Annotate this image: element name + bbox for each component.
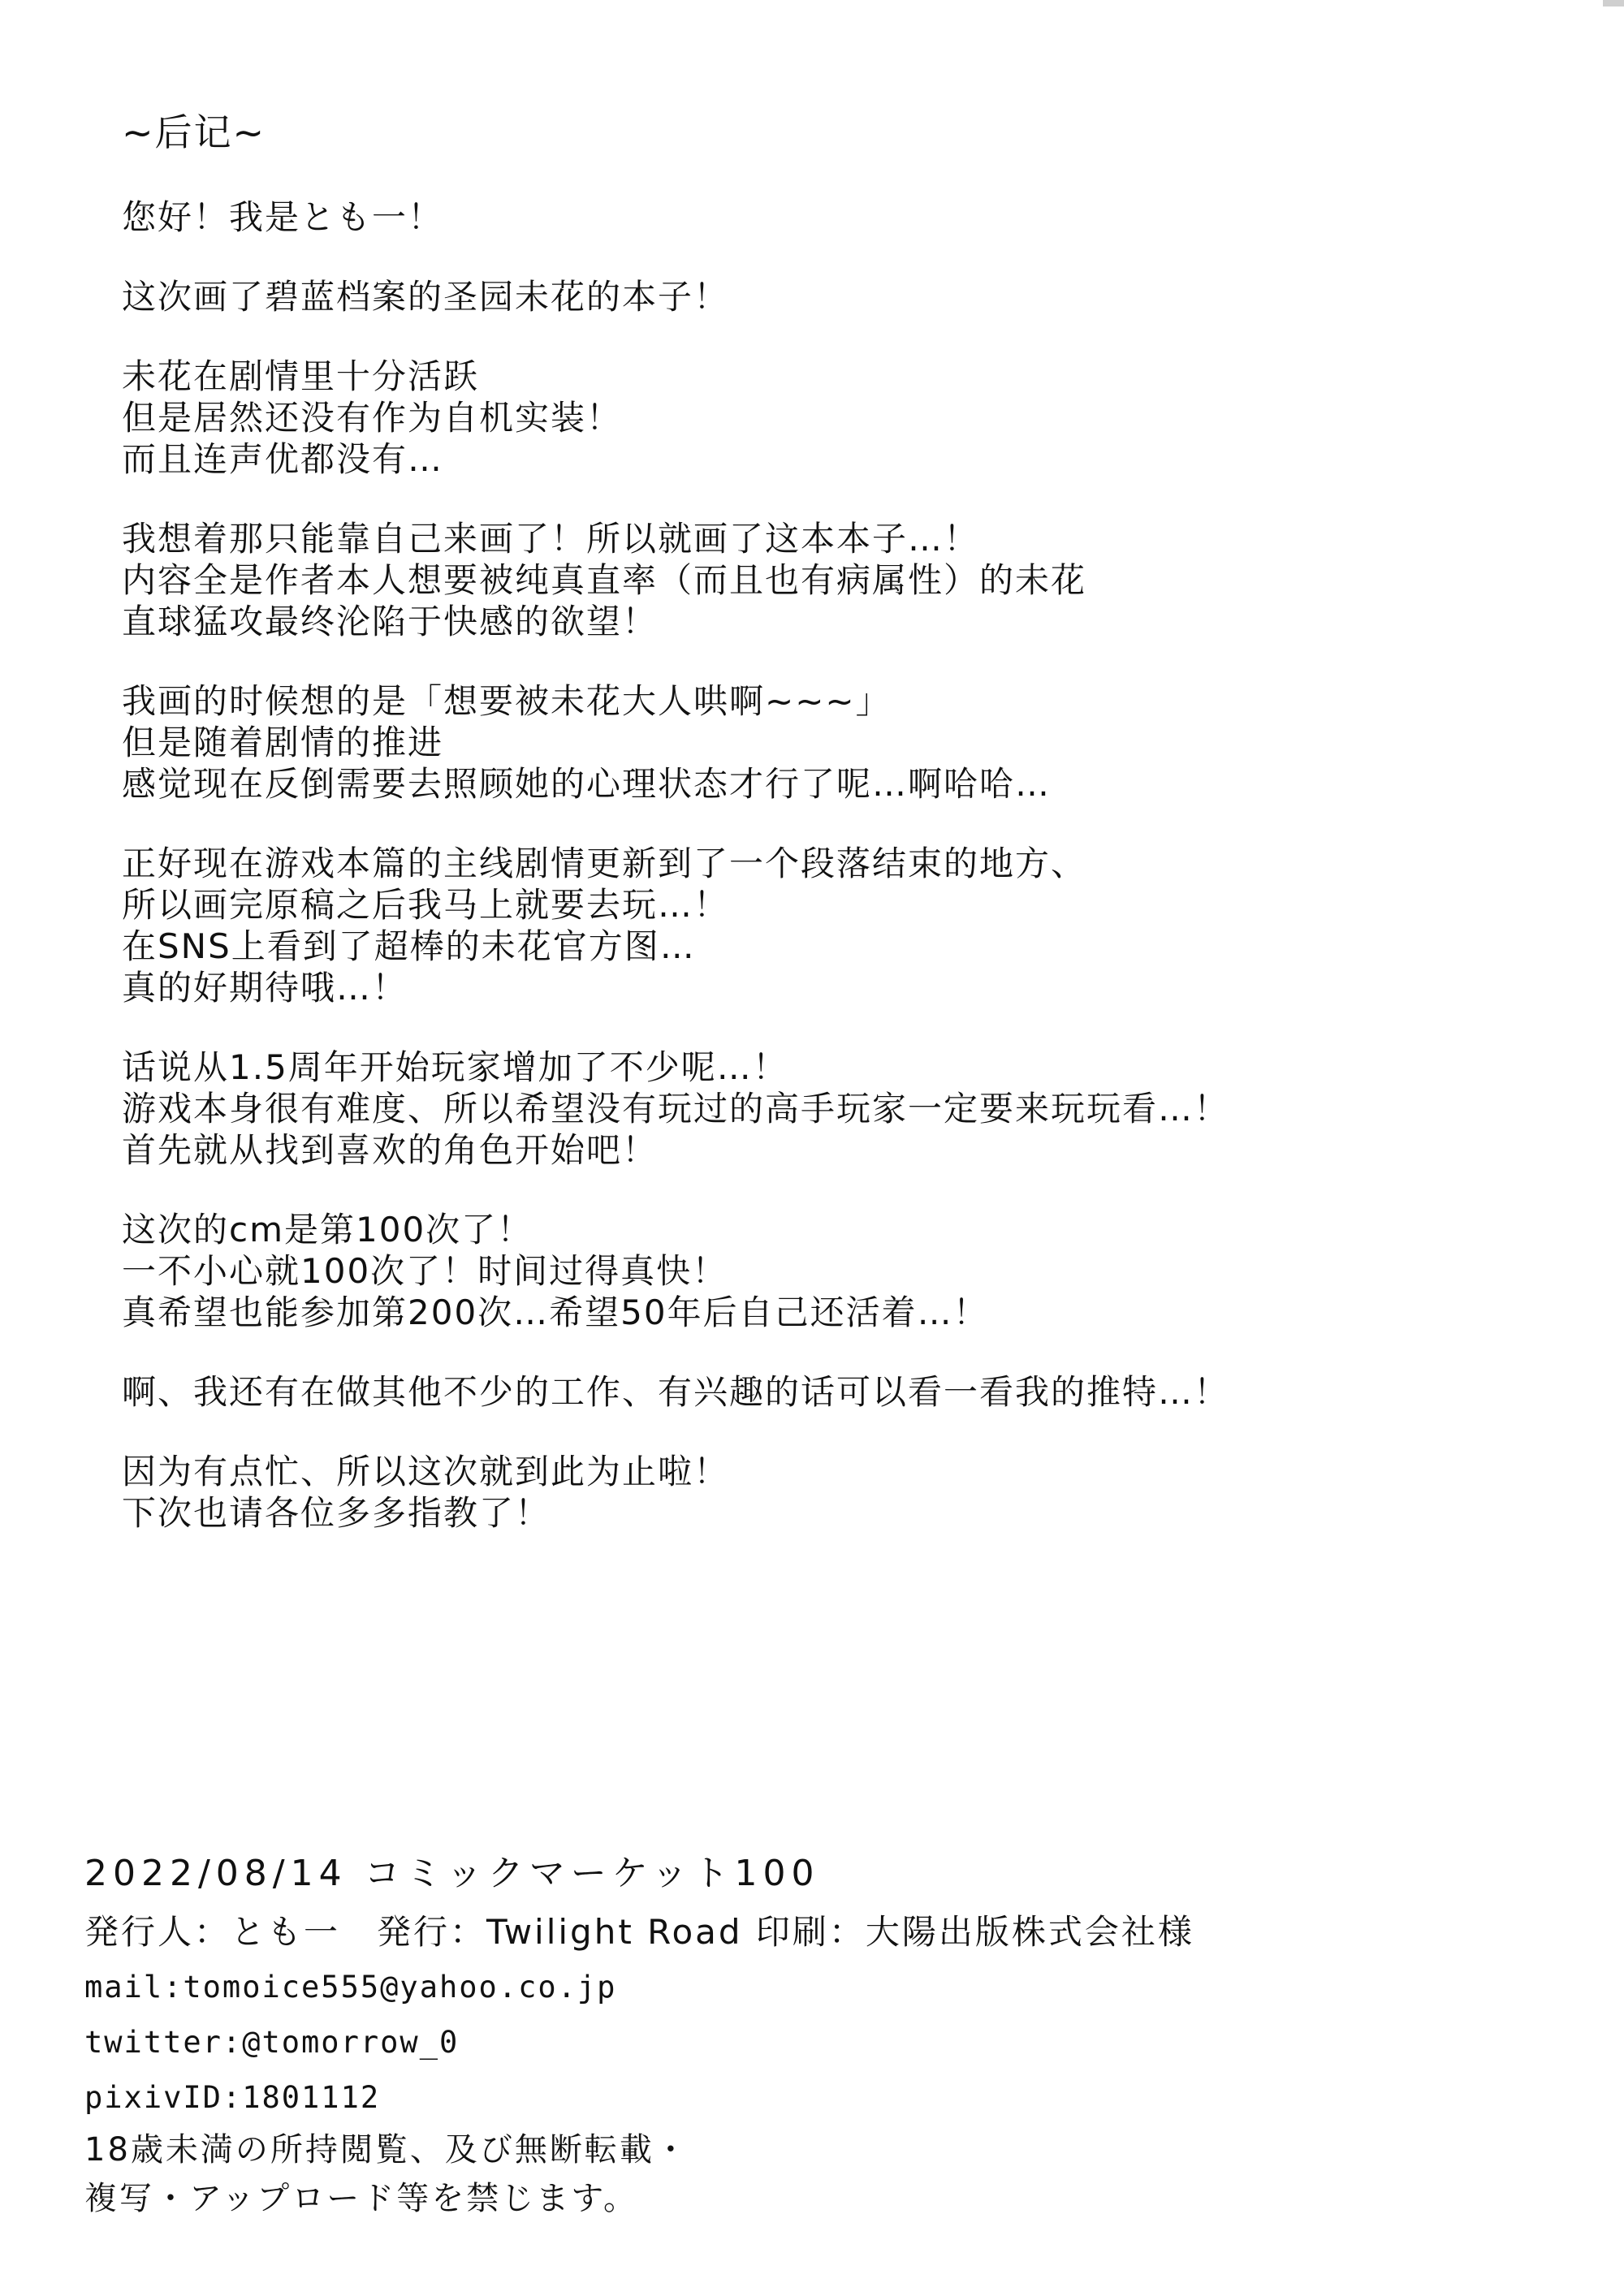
- afterword-paragraph: [122, 1451, 1551, 1534]
- afterword-line: 在SNS上看到了超棒的未花官方图…: [122, 926, 696, 966]
- afterword-line: 下次也请各位多多指教了！: [122, 1493, 551, 1533]
- afterword-paragraph: [122, 680, 1551, 805]
- publisher-credits: 発行人：とも一 発行：Twilight Road 印刷：大陽出版株式会社様: [84, 1912, 1194, 1952]
- afterword-line: 因为有点忙、所以这次就到此为止啦！: [122, 1452, 730, 1491]
- afterword-line: 内容全是作者本人想要被纯真直率（而且也有病属性）的未花: [122, 560, 1087, 600]
- afterword-paragraph: [122, 276, 1551, 317]
- afterword-line: 感觉现在反倒需要去照顾她的心理状态才行了呢…啊哈哈…: [122, 764, 1052, 804]
- afterword-line: 我想着那只能靠自己来画了！所以就画了这本本子…！: [122, 519, 980, 559]
- afterword-line: 所以画完原稿之后我马上就要去玩…！: [122, 885, 730, 925]
- afterword-line: 真希望也能参加第200次…希望50年后自己还活着…！: [122, 1293, 989, 1332]
- contact-twitter: twitter:@tomorrow_0: [84, 2025, 460, 2060]
- afterword-line: 直球猛攻最终沦陷于快感的欲望！: [122, 602, 659, 641]
- afterword-paragraph: [122, 1047, 1551, 1171]
- copyright-notice-line: 18歳未満の所持閲覧、及び無断転載・: [84, 2131, 689, 2169]
- afterword-line: 这次的cm是第100次了！: [122, 1210, 533, 1249]
- afterword-paragraph: [122, 518, 1551, 642]
- afterword-line: 但是随着剧情的推进: [122, 723, 444, 762]
- afterword-line: 这次画了碧蓝档案的圣园未花的本子！: [122, 277, 730, 317]
- colophon: [84, 1843, 1546, 2223]
- afterword-paragraph: [122, 196, 1551, 238]
- afterword-line: 您好！我是とも一！: [122, 197, 444, 237]
- afterword-line: 但是居然还没有作为自机实装！: [122, 398, 623, 438]
- afterword-heading: ~后记~: [122, 110, 266, 154]
- afterword-line: 我画的时候想的是「想要被未花大人哄啊~~~」: [122, 681, 892, 721]
- afterword-paragraph: [122, 1209, 1551, 1333]
- afterword-line: 游戏本身很有难度、所以希望没有玩过的高手玩家一定要来玩玩看…！: [122, 1089, 1230, 1129]
- contact-pixiv: pixivID:1801112: [84, 2080, 381, 2115]
- afterword-paragraph: [122, 356, 1551, 480]
- publication-date-event: 2022/08/14 コミックマーケット100: [84, 1853, 820, 1894]
- afterword-line: 啊、我还有在做其他不少的工作、有兴趣的话可以看一看我的推特…！: [122, 1372, 1230, 1412]
- afterword-line: 一不小心就100次了！时间过得真快！: [122, 1251, 728, 1291]
- afterword-paragraph: [122, 843, 1551, 1008]
- copyright-notice-line: 複写・アップロード等を禁じます。: [84, 2180, 638, 2217]
- afterword-paragraph: [122, 1371, 1551, 1413]
- afterword-line: 话说从1.5周年开始玩家增加了不少呢…！: [122, 1047, 788, 1087]
- afterword-line: 正好现在游戏本篇的主线剧情更新到了一个段落结束的地方、: [122, 844, 1087, 883]
- page-edge-mark: [1603, 0, 1624, 6]
- afterword: [122, 104, 1551, 1572]
- afterword-line: 而且连声优都没有…: [122, 439, 444, 479]
- afterword-line: 未花在剧情里十分活跃: [122, 356, 480, 396]
- afterword-line: 首先就从找到喜欢的角色开始吧！: [122, 1130, 659, 1170]
- contact-mail: mail:tomoice555@yahoo.co.jp: [84, 1970, 617, 2005]
- afterword-line: 真的好期待哦…！: [122, 968, 408, 1008]
